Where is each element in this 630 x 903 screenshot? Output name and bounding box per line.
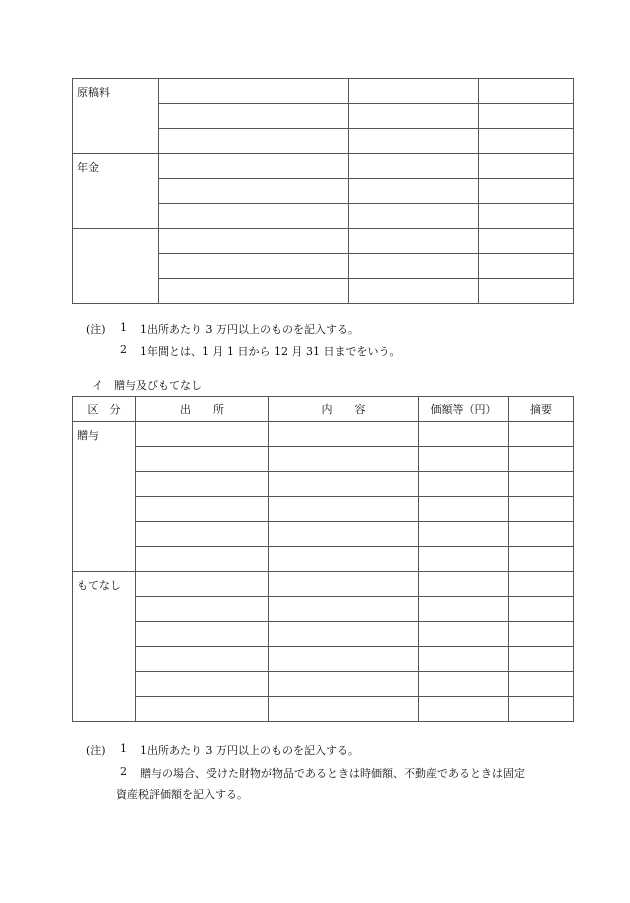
header-cell: 区 分 — [73, 397, 136, 422]
header-cell: 出 所 — [136, 397, 269, 422]
table-cell — [159, 79, 349, 104]
table-cell — [419, 672, 509, 697]
table-cell — [419, 697, 509, 722]
category-cell: 贈与 — [73, 422, 136, 572]
table-cell — [136, 497, 269, 522]
table-cell — [479, 229, 574, 254]
table-cell — [419, 422, 509, 447]
table-cell — [349, 279, 479, 304]
category-cell: 原稿料 — [73, 79, 159, 154]
category-cell — [73, 229, 159, 304]
table-cell — [509, 422, 574, 447]
note-mark: (注) — [86, 323, 106, 336]
table-cell — [349, 179, 479, 204]
table-cell — [136, 472, 269, 497]
table-cell — [419, 547, 509, 572]
table-cell — [509, 497, 574, 522]
table-cell — [349, 204, 479, 229]
table-cell — [349, 104, 479, 129]
table-cell — [419, 597, 509, 622]
table-cell — [136, 647, 269, 672]
note-text: 資産税評価額を記入する。 — [116, 788, 248, 801]
table-cell — [159, 254, 349, 279]
table-cell — [269, 522, 419, 547]
header-cell: 価額等（円） — [419, 397, 509, 422]
note-mark: (注) — [86, 744, 106, 757]
table-cell — [509, 647, 574, 672]
table-cell — [269, 672, 419, 697]
table-cell — [159, 104, 349, 129]
table-cell — [509, 522, 574, 547]
table-cell — [419, 522, 509, 547]
table-cell — [136, 622, 269, 647]
note-text: 1出所あたり 3 万円以上のものを記入する。 — [140, 744, 359, 757]
table-cell — [509, 572, 574, 597]
table-cell — [136, 697, 269, 722]
table-cell — [269, 697, 419, 722]
table-cell — [269, 447, 419, 472]
table-cell — [269, 572, 419, 597]
table-cell — [509, 547, 574, 572]
table-cell — [509, 472, 574, 497]
table-cell — [269, 622, 419, 647]
table-cell — [136, 547, 269, 572]
income-table — [72, 78, 574, 304]
table-cell — [349, 129, 479, 154]
note-text: 贈与の場合、受けた財物が物品であるときは時価額、不動産であるときは固定 — [140, 767, 525, 780]
note-text: 1年間とは、1 月 1 日から 12 月 31 日までをいう。 — [140, 345, 401, 358]
note-number: 1 — [120, 321, 127, 334]
table-cell — [479, 154, 574, 179]
table-cell — [159, 154, 349, 179]
table-cell — [419, 472, 509, 497]
table-cell — [159, 179, 349, 204]
table-cell — [136, 572, 269, 597]
table-cell — [509, 447, 574, 472]
table-cell — [349, 154, 479, 179]
category-cell: 年金 — [73, 154, 159, 229]
table-cell — [269, 597, 419, 622]
table-cell — [479, 279, 574, 304]
note-number: 1 — [120, 742, 127, 755]
table-cell — [269, 647, 419, 672]
header-cell: 内 容 — [269, 397, 419, 422]
table-cell — [269, 472, 419, 497]
table-cell — [509, 622, 574, 647]
table-cell — [269, 497, 419, 522]
note-text: 1出所あたり 3 万円以上のものを記入する。 — [140, 323, 359, 336]
table-cell — [419, 497, 509, 522]
section-title: 贈与及びもてなし — [114, 379, 202, 392]
table-cell — [349, 79, 479, 104]
note-number: 2 — [120, 765, 127, 778]
table-cell — [136, 422, 269, 447]
table-cell — [419, 572, 509, 597]
note-number: 2 — [120, 343, 127, 356]
gifts-table — [72, 396, 574, 722]
table-cell — [159, 229, 349, 254]
table-cell — [136, 672, 269, 697]
table-cell — [269, 547, 419, 572]
table-cell — [419, 622, 509, 647]
table-cell — [479, 179, 574, 204]
table-cell — [269, 422, 419, 447]
header-cell: 摘要 — [509, 397, 574, 422]
table-cell — [159, 129, 349, 154]
table-cell — [419, 647, 509, 672]
table-cell — [159, 279, 349, 304]
table-cell — [479, 79, 574, 104]
table-cell — [136, 522, 269, 547]
category-cell: もてなし — [73, 572, 136, 722]
table-cell — [479, 104, 574, 129]
table-cell — [136, 597, 269, 622]
table-cell — [479, 129, 574, 154]
table-cell — [159, 204, 349, 229]
table-cell — [349, 229, 479, 254]
table-cell — [349, 254, 479, 279]
table-cell — [419, 447, 509, 472]
table-cell — [136, 447, 269, 472]
section-marker: イ — [92, 379, 103, 392]
table-cell — [509, 597, 574, 622]
table-cell — [509, 672, 574, 697]
table-cell — [479, 204, 574, 229]
table-cell — [509, 697, 574, 722]
table-cell — [479, 254, 574, 279]
